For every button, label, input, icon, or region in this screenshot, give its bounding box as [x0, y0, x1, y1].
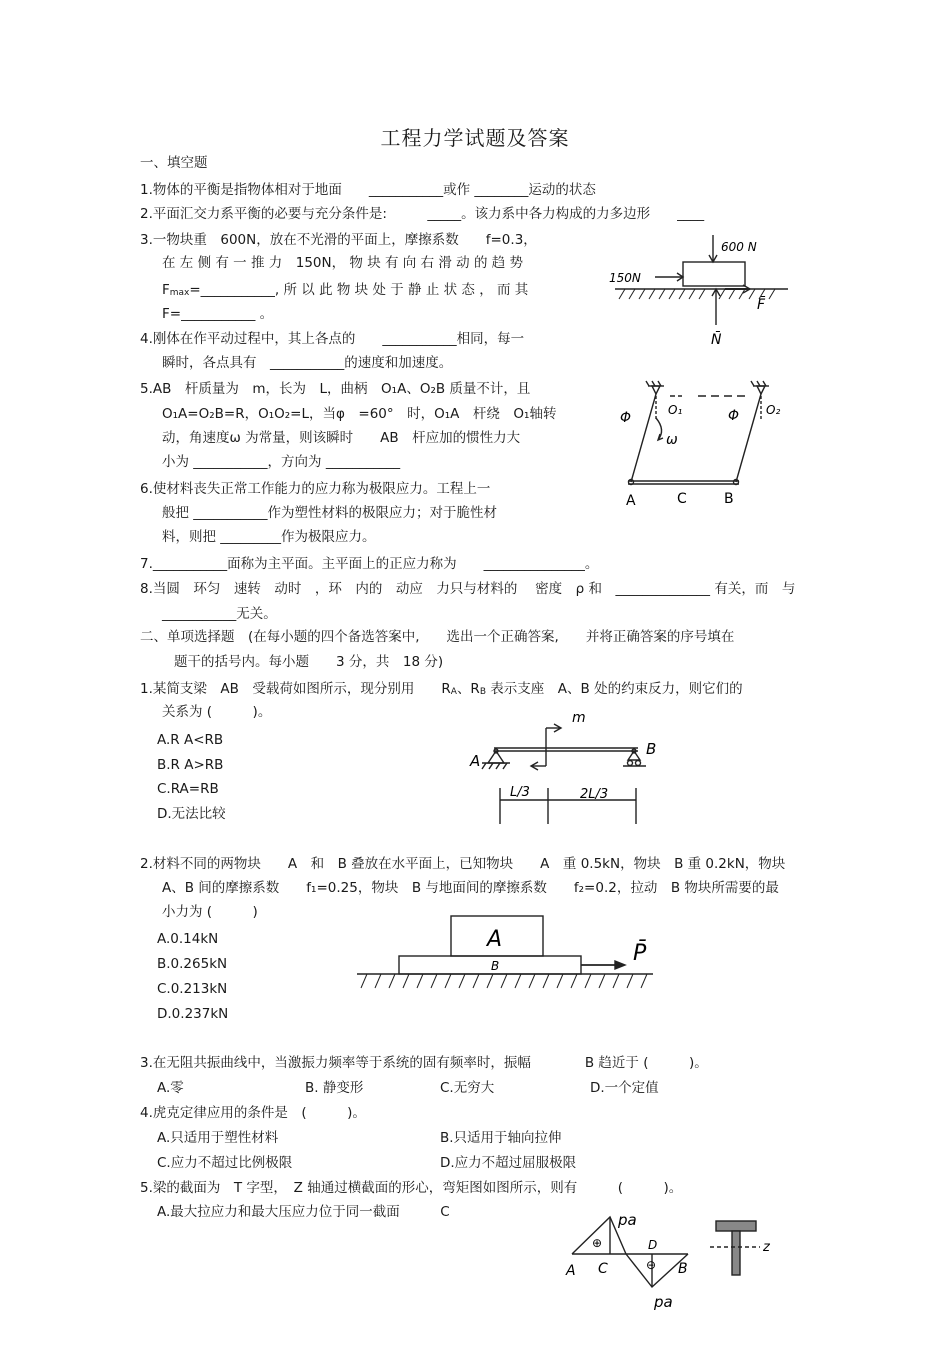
label-pa-top: pa [618, 1211, 637, 1229]
label-600n: 600 N [721, 240, 757, 254]
section-single-choice-line-1: 二、单项选择题 (在每小题的四个备选答案中, 选出一个正确答案, 并将正确答案的序号填在 [140, 629, 735, 645]
section-single-choice-line-2: 题干的括号内。每小题 3 分，共 18 分) [174, 654, 444, 670]
label-negative: ⊖ [646, 1258, 657, 1272]
label-b: B [646, 740, 657, 758]
label-2l-third: 2L/3 [580, 787, 609, 802]
label-b: B [724, 491, 734, 507]
choice-1-option-b: B.R A>RB [157, 757, 224, 773]
choice-4-option-b: B.只适用于轴向拉伸 [440, 1130, 562, 1146]
choice-1-option-a: A.R A<RB [157, 732, 224, 748]
label-a: A [626, 493, 636, 509]
label-omega: ω [666, 432, 678, 448]
choice-2-option-a: A.0.14kN [157, 931, 219, 947]
figure-moment-diagram [560, 1209, 784, 1313]
label-c: C [598, 1261, 608, 1277]
label-phi-2: Φ [728, 408, 740, 424]
page-title: 工程力学试题及答案 [380, 126, 570, 150]
label-o2: O₂ [766, 403, 781, 417]
figure-stacked-blocks [353, 910, 665, 1004]
question-5-line-1: 5.AB 杆质量为 m，长为 L，曲柄 O₁A、O₂B 质量不计，且 [140, 381, 531, 397]
label-150n: 150N [609, 271, 641, 285]
question-1: 1.物体的平衡是指物体相对于地面 ___________或作 ________运动的状态 [140, 182, 596, 198]
question-2: 2.平面汇交力系平衡的必要与充分条件是: _____。该力系中各力构成的力多边形 ____ [140, 206, 705, 222]
choice-1-line-2: 关系为 ( )。 [162, 704, 272, 720]
question-6-line-3: 料，则把 _________作为极限应力。 [162, 529, 376, 545]
label-positive: ⊕ [592, 1236, 603, 1250]
choice-1-option-d: D.无法比较 [157, 806, 226, 822]
figure-block-friction [603, 229, 793, 347]
question-4-line-1: 4.刚体在作平动过程中，其上各点的 ___________相同，每一 [140, 331, 525, 347]
question-8-line-2: ___________无关。 [162, 606, 277, 622]
question-8-line-1: 8.当圆 环匀 速转 动时 ，环 内的 动应 力只与材料的 密度 ρ 和 ______________ 有关，而 与 [140, 581, 796, 597]
choice-3-line-1: 3.在无阻共振曲线中，当激振力频率等于系统的固有频率时，振幅 B 趋近于 ( )。 [140, 1055, 708, 1071]
choice-3-option-c: C.无穷大 [440, 1080, 495, 1096]
choice-4-option-d: D.应力不超过屈服极限 [440, 1155, 577, 1171]
label-block-b: B [491, 959, 500, 973]
label-o1: O₁ [668, 403, 683, 417]
choice-4-line-1: 4.虎克定律应用的条件是 ( )。 [140, 1105, 366, 1121]
label-b: B [678, 1261, 688, 1277]
choice-3-option-a: A.零 [157, 1080, 184, 1096]
question-5-line-2: O₁A=O₂B=R，O₁O₂=L，当φ =60° 时，O₁A 杆绕 O₁轴转 [162, 406, 557, 422]
choice-2-line-3: 小力为 ( ) [162, 904, 258, 920]
choice-1-line-1: 1.某简支梁 AB 受载荷如图所示，现分别用 $R_A$、$R_B$ 表示支座 A、B 处的约束反力，则它们的 [140, 681, 743, 697]
choice-2-option-d: D.0.237kN [157, 1006, 229, 1022]
choice-1-option-c: C.RA=RB [157, 781, 219, 797]
choice-3-option-d: D.一个定值 [590, 1080, 659, 1096]
label-friction-f: F̄ [757, 297, 766, 313]
label-m: m [572, 710, 586, 726]
question-4-line-2: 瞬时，各点具有 ___________的速度和加速度。 [162, 355, 453, 371]
label-a: A [470, 752, 481, 770]
question-6-line-2: 般把 ___________作为塑性材料的极限应力；对于脆性材 [162, 505, 498, 521]
question-6-line-1: 6.使材料丧失正常工作能力的应力称为极限应力。工程上一 [140, 481, 491, 497]
label-pa-bottom: pa [654, 1293, 673, 1311]
label-a: A [566, 1263, 576, 1279]
question-7: 7.___________面称为主平面。主平面上的正应力称为 _______________。 [140, 556, 599, 572]
question-3-line-3: $F_{max}=\_\_\_\_\_\_\_\_\_\_\_$, 所 以 此 物 块 处 于 静 止 状 态 ， 而 其 [162, 282, 529, 298]
label-block-a: A [487, 927, 503, 952]
label-normal-n: N̄ [711, 332, 722, 347]
figure-crank-mechanism [616, 378, 796, 513]
label-c: C [677, 491, 687, 507]
figure-simple-beam [468, 708, 664, 826]
choice-5-line-1: 5.梁的截面为 T 字型， Z 轴通过横截面的形心，弯矩图如图所示，则有 ( )。 [140, 1180, 683, 1196]
choice-2-line-1: 2.材料不同的两物块 A 和 B 叠放在水平面上，已知物块 A 重 0.5kN，物块 B 重 0.2kN，物块 [140, 856, 786, 872]
question-5-line-4: 小为 ___________，方向为 ___________ [162, 454, 401, 470]
question-3-line-1: 3.一物块重 600N，放在不光滑的平面上，摩擦系数 f=0.3， [140, 232, 537, 248]
question-5-line-3: 动，角速度ω 为常量，则该瞬时 AB 杆应加的惯性力大 [162, 430, 521, 446]
label-l-third: L/3 [510, 785, 530, 800]
label-d: D [648, 1238, 658, 1252]
choice-2-option-c: C.0.213kN [157, 981, 228, 997]
question-3-line-4: F=___________ 。 [162, 306, 274, 322]
choice-4-option-c: C.应力不超过比例极限 [157, 1155, 293, 1171]
choice-3-option-b: B. 静变形 [305, 1080, 364, 1096]
question-3-line-2: 在 左 侧 有 一 推 力 150N， 物 块 有 向 右 滑 动 的 趋 势 [162, 255, 524, 271]
label-phi-1: Φ [620, 410, 632, 426]
section-fill-in: 一、填空题 [140, 155, 208, 171]
choice-4-option-a: A.只适用于塑性材料 [157, 1130, 279, 1146]
choice-2-option-b: B.0.265kN [157, 956, 228, 972]
label-force-p: P̄ [633, 941, 647, 966]
choice-2-line-2: A、B 间的摩擦系数 f₁=0.25，物块 B 与地面间的摩擦系数 f₂=0.2，拉动 B 物块所需要的最 [162, 880, 779, 896]
choice-5-option-a: A.最大拉应力和最大压应力位于同一截面 C [157, 1204, 450, 1220]
label-z-axis: z [763, 1240, 770, 1255]
